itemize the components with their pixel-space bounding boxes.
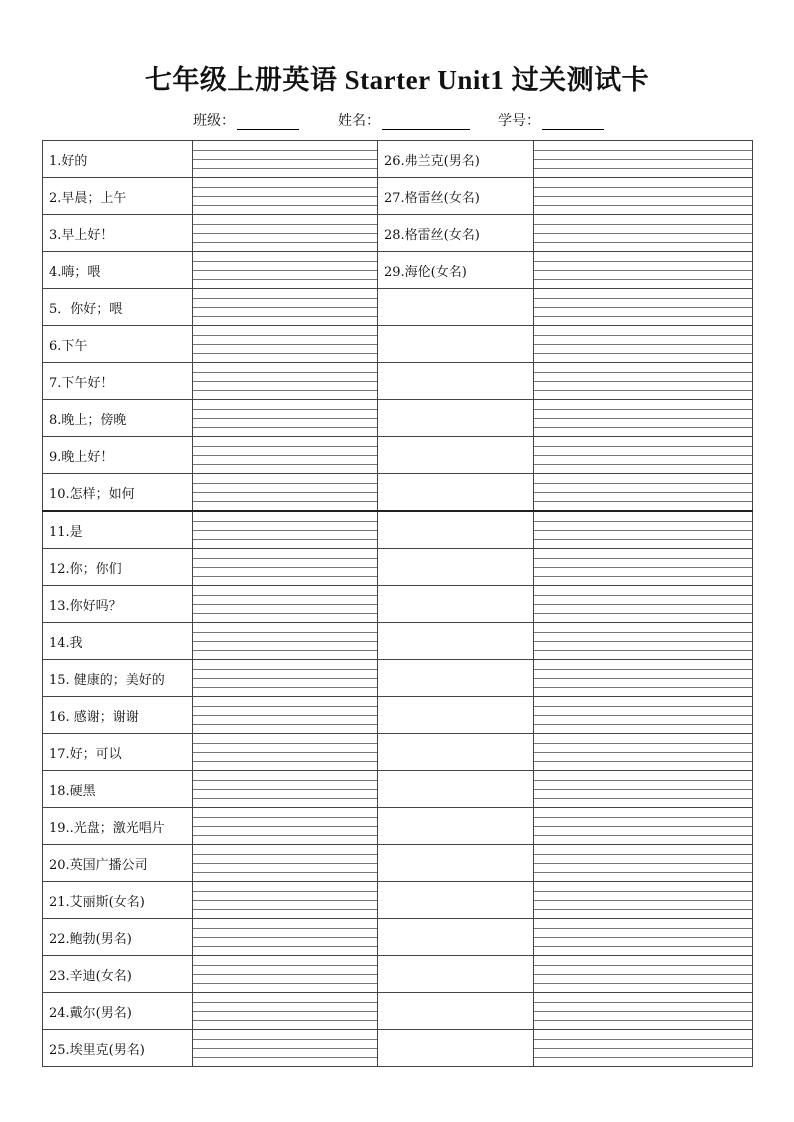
empty-prompt-cell	[378, 363, 534, 400]
chinese-prompt: 19..光盘；激光唱片	[43, 808, 193, 845]
writing-lines[interactable]	[534, 587, 752, 622]
answer-cell[interactable]	[193, 400, 378, 437]
answer-cell[interactable]	[534, 549, 753, 586]
table-row	[43, 919, 753, 956]
writing-lines[interactable]	[534, 253, 752, 288]
writing-lines[interactable]	[534, 327, 752, 362]
answer-cell[interactable]	[193, 178, 378, 215]
table-row	[43, 771, 753, 808]
table-row	[43, 363, 753, 400]
table-row	[43, 845, 753, 882]
writing-lines[interactable]	[534, 1031, 752, 1066]
chinese-prompt: 14.我	[43, 623, 193, 660]
writing-lines[interactable]	[534, 957, 752, 992]
empty-prompt-cell	[378, 623, 534, 660]
chinese-prompt: 3.早上好！	[43, 215, 193, 252]
chinese-prompt: 15. 健康的；美好的	[43, 660, 193, 697]
writing-lines[interactable]	[193, 550, 377, 585]
answer-cell[interactable]	[193, 141, 378, 178]
answer-cell[interactable]	[534, 437, 753, 474]
chinese-prompt: 6.下午	[43, 326, 193, 363]
writing-lines[interactable]	[193, 809, 377, 844]
writing-lines[interactable]	[534, 994, 752, 1029]
chinese-prompt: 29.海伦(女名)	[378, 252, 534, 289]
chinese-prompt: 25.埃里克(男名)	[43, 1030, 193, 1067]
writing-lines[interactable]	[193, 327, 377, 362]
answer-cell[interactable]	[534, 252, 753, 289]
table-row	[43, 660, 753, 697]
student-id-label: 学号：	[498, 113, 540, 129]
chinese-prompt: 2.早晨；上午	[43, 178, 193, 215]
writing-lines[interactable]	[534, 846, 752, 881]
table-row	[43, 1030, 753, 1067]
answer-cell[interactable]	[193, 882, 378, 919]
writing-lines[interactable]	[534, 142, 752, 177]
chinese-prompt: 1.好的	[43, 141, 193, 178]
vocabulary-table	[42, 140, 753, 1067]
writing-lines[interactable]	[193, 661, 377, 696]
writing-lines[interactable]	[534, 364, 752, 399]
answer-cell[interactable]	[193, 549, 378, 586]
answer-cell[interactable]	[534, 993, 753, 1030]
table-row	[43, 511, 753, 549]
answer-cell[interactable]	[193, 252, 378, 289]
writing-lines[interactable]	[193, 438, 377, 473]
empty-prompt-cell	[378, 511, 534, 549]
answer-cell[interactable]	[534, 623, 753, 660]
writing-lines[interactable]	[193, 957, 377, 992]
table-row	[43, 141, 753, 178]
answer-cell[interactable]	[534, 400, 753, 437]
writing-lines[interactable]	[534, 513, 752, 548]
answer-cell[interactable]	[534, 178, 753, 215]
table-row	[43, 289, 753, 326]
table-row	[43, 882, 753, 919]
answer-cell[interactable]	[193, 1030, 378, 1067]
answer-cell[interactable]	[534, 734, 753, 771]
answer-cell[interactable]	[534, 215, 753, 252]
answer-cell[interactable]	[193, 215, 378, 252]
writing-lines[interactable]	[534, 920, 752, 955]
writing-lines[interactable]	[534, 661, 752, 696]
writing-lines[interactable]	[534, 475, 752, 510]
answer-cell[interactable]	[193, 363, 378, 400]
chinese-prompt: 28.格雷丝(女名)	[378, 215, 534, 252]
writing-lines[interactable]	[534, 216, 752, 251]
writing-lines[interactable]	[193, 698, 377, 733]
answer-cell[interactable]	[534, 956, 753, 993]
chinese-prompt: 26.弗兰克(男名)	[378, 141, 534, 178]
empty-prompt-cell	[378, 586, 534, 623]
chinese-prompt: 10.怎样；如何	[43, 474, 193, 512]
page-title: 七年级上册英语 Starter Unit1 过关测试卡	[144, 65, 650, 95]
table-row	[43, 586, 753, 623]
empty-prompt-cell	[378, 326, 534, 363]
writing-lines[interactable]	[534, 438, 752, 473]
writing-lines[interactable]	[534, 179, 752, 214]
chinese-prompt: 23.辛迪(女名)	[43, 956, 193, 993]
table-row	[43, 993, 753, 1030]
writing-lines[interactable]	[193, 994, 377, 1029]
writing-lines[interactable]	[534, 735, 752, 770]
writing-lines[interactable]	[193, 475, 377, 510]
writing-lines[interactable]	[193, 1031, 377, 1066]
answer-cell[interactable]	[534, 660, 753, 697]
answer-cell[interactable]	[193, 437, 378, 474]
empty-prompt-cell	[378, 660, 534, 697]
chinese-prompt: 16. 感谢；谢谢	[43, 697, 193, 734]
answer-cell[interactable]	[534, 697, 753, 734]
table-row	[43, 437, 753, 474]
empty-prompt-cell	[378, 400, 534, 437]
table-row	[43, 549, 753, 586]
empty-prompt-cell	[378, 697, 534, 734]
table-row	[43, 808, 753, 845]
writing-lines[interactable]	[193, 735, 377, 770]
answer-cell[interactable]	[193, 808, 378, 845]
chinese-prompt: 7.下午好！	[43, 363, 193, 400]
class-blank[interactable]	[237, 113, 299, 130]
writing-lines[interactable]	[534, 698, 752, 733]
answer-cell[interactable]	[534, 808, 753, 845]
answer-cell[interactable]	[534, 771, 753, 808]
writing-lines[interactable]	[193, 587, 377, 622]
empty-prompt-cell	[378, 919, 534, 956]
empty-prompt-cell	[378, 956, 534, 993]
writing-lines[interactable]	[193, 142, 377, 177]
empty-prompt-cell	[378, 734, 534, 771]
answer-cell[interactable]	[193, 956, 378, 993]
answer-cell[interactable]	[193, 697, 378, 734]
writing-lines[interactable]	[193, 513, 377, 548]
table-row	[43, 252, 753, 289]
writing-lines[interactable]	[193, 253, 377, 288]
chinese-prompt: 9.晚上好！	[43, 437, 193, 474]
chinese-prompt: 11.是	[43, 511, 193, 549]
answer-cell[interactable]	[193, 845, 378, 882]
class-field	[193, 110, 299, 130]
writing-lines[interactable]	[193, 216, 377, 251]
writing-lines[interactable]	[193, 179, 377, 214]
empty-prompt-cell	[378, 993, 534, 1030]
empty-prompt-cell	[378, 474, 534, 512]
empty-prompt-cell	[378, 771, 534, 808]
chinese-prompt: 18.硬黑	[43, 771, 193, 808]
answer-cell[interactable]	[534, 474, 753, 512]
student-id-field	[498, 110, 604, 130]
writing-lines[interactable]	[534, 883, 752, 918]
answer-cell[interactable]	[534, 141, 753, 178]
chinese-prompt: 5．你好；喂	[43, 289, 193, 326]
empty-prompt-cell	[378, 437, 534, 474]
chinese-prompt: 8.晚上；傍晚	[43, 400, 193, 437]
table-row	[43, 623, 753, 660]
table-row	[43, 400, 753, 437]
writing-lines[interactable]	[534, 809, 752, 844]
empty-prompt-cell	[378, 549, 534, 586]
writing-lines[interactable]	[534, 550, 752, 585]
answer-cell[interactable]	[534, 289, 753, 326]
answer-cell[interactable]	[193, 919, 378, 956]
answer-cell[interactable]	[193, 623, 378, 660]
chinese-prompt: 27.格雷丝(女名)	[378, 178, 534, 215]
name-blank[interactable]	[382, 113, 470, 130]
name-field	[338, 110, 470, 130]
writing-lines[interactable]	[193, 401, 377, 436]
answer-cell[interactable]	[193, 326, 378, 363]
answer-cell[interactable]	[193, 660, 378, 697]
answer-cell[interactable]	[193, 993, 378, 1030]
writing-lines[interactable]	[193, 846, 377, 881]
table-row	[43, 326, 753, 363]
writing-lines[interactable]	[534, 290, 752, 325]
chinese-prompt: 4.嗨；喂	[43, 252, 193, 289]
answer-cell[interactable]	[534, 586, 753, 623]
writing-lines[interactable]	[193, 920, 377, 955]
chinese-prompt: 20.英国广播公司	[43, 845, 193, 882]
answer-cell[interactable]	[193, 474, 378, 512]
writing-lines[interactable]	[534, 624, 752, 659]
chinese-prompt: 24.戴尔(男名)	[43, 993, 193, 1030]
name-label: 姓名：	[338, 113, 380, 129]
empty-prompt-cell	[378, 289, 534, 326]
table-row	[43, 474, 753, 512]
writing-lines[interactable]	[534, 772, 752, 807]
writing-lines[interactable]	[193, 290, 377, 325]
answer-cell[interactable]	[193, 771, 378, 808]
class-label: 班级：	[193, 113, 235, 129]
chinese-prompt: 12.你；你们	[43, 549, 193, 586]
table-row	[43, 215, 753, 252]
answer-cell[interactable]	[534, 326, 753, 363]
answer-cell[interactable]	[193, 511, 378, 549]
chinese-prompt: 13.你好吗？	[43, 586, 193, 623]
writing-lines[interactable]	[534, 401, 752, 436]
chinese-prompt: 22.鲍勃(男名)	[43, 919, 193, 956]
empty-prompt-cell	[378, 808, 534, 845]
writing-lines[interactable]	[193, 772, 377, 807]
table-row	[43, 697, 753, 734]
writing-lines[interactable]	[193, 883, 377, 918]
answer-cell[interactable]	[534, 1030, 753, 1067]
answer-cell[interactable]	[534, 511, 753, 549]
empty-prompt-cell	[378, 882, 534, 919]
student-id-blank[interactable]	[542, 113, 604, 130]
table-row	[43, 734, 753, 771]
table-row	[43, 178, 753, 215]
empty-prompt-cell	[378, 845, 534, 882]
answer-cell[interactable]	[193, 586, 378, 623]
empty-prompt-cell	[378, 1030, 534, 1067]
answer-cell[interactable]	[534, 845, 753, 882]
chinese-prompt: 17.好；可以	[43, 734, 193, 771]
answer-cell[interactable]	[534, 363, 753, 400]
writing-lines[interactable]	[193, 364, 377, 399]
answer-cell[interactable]	[534, 882, 753, 919]
answer-cell[interactable]	[534, 919, 753, 956]
answer-cell[interactable]	[193, 734, 378, 771]
writing-lines[interactable]	[193, 624, 377, 659]
chinese-prompt: 21.艾丽斯(女名)	[43, 882, 193, 919]
answer-cell[interactable]	[193, 289, 378, 326]
table-row	[43, 956, 753, 993]
